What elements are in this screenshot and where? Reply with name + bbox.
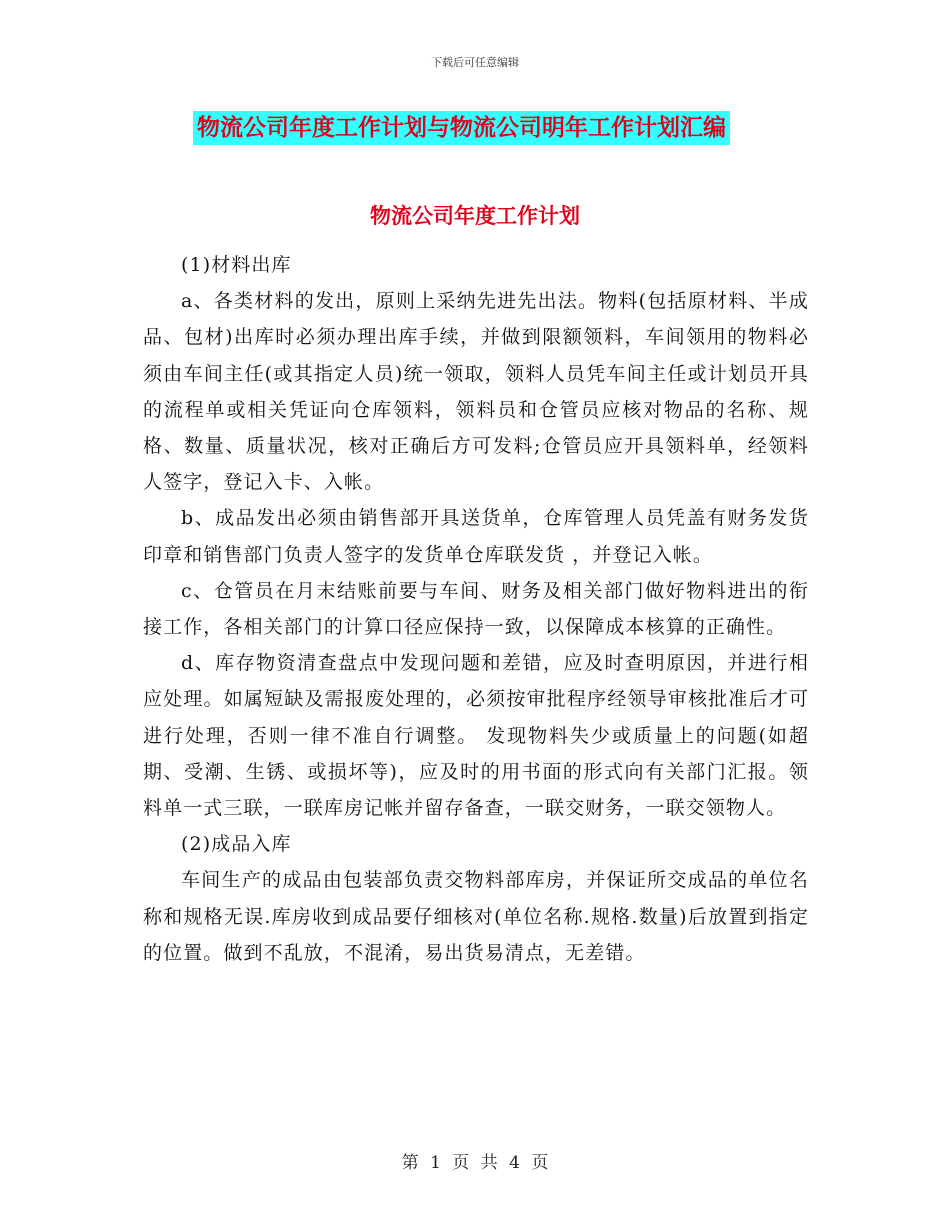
paragraph-a: a、各类材料的发出，原则上采纳先进先出法。物料(包括原材料、半成品、包材)出库时必须办理出库手续，并做到限额领料，车间领用的物料必须由车间主任(或其指定人员)统一领取，领料人员凭车间主任或计划员开具的流程单或相关凭证向仓库领料，领料员和仓管员应核对物品的名称、规格、数量、质量状况，核对正确后方可发料;仓管员应开具领料单，经领料人签字，登记入卡、入帐。: [143, 290, 809, 494]
paragraph-product-inbound: 车间生产的成品由包装部负责交物料部库房，并保证所交成品的单位名称和规格无误.库房收到成品要仔细核对(单位名称.规格.数量)后放置到指定的位置。做到不乱放，不混淆，易出货易清点，无差错。: [143, 869, 809, 964]
header-note: 下载后可任意编辑: [431, 56, 519, 69]
subheading-product-inbound: (2)成品入库: [181, 833, 292, 856]
document-main-title: 物流公司年度工作计划与物流公司明年工作计划汇编: [193, 111, 730, 145]
subheading-material-outbound: (1)材料出库: [181, 254, 292, 276]
paragraph-d: d、库存物资清查盘点中发现问题和差错，应及时查明原因，并进行相应处理。如属短缺及需报废处理的，必须按审批程序经领导审核批准后才可进行处理，否则一律不准自行调整。 发现物料失少或质量上的问题(如超期、受潮、生锈、或损坏等)，应及时的用书面的形式向有关部门汇报。领料单一式三联，一联库房记帐并留存备查，一联交财务，一联交领物人。: [143, 652, 809, 820]
document-body: [143, 247, 809, 971]
page-number-footer: 第 1 页 共 4 页: [401, 1153, 549, 1173]
paragraph-c: c、仓管员在月末结账前要与车间、财务及相关部门做好物料进出的衔接工作，各相关部门的计算口径应保持一致，以保障成本核算的正确性。: [143, 579, 809, 639]
paragraph-b: b、成品发出必须由销售部开具送货单，仓库管理人员凭盖有财务发货印章和销售部门负责人签字的发货单仓库联发货 ，并登记入帐。: [143, 507, 809, 566]
section-title: 物流公司年度工作计划: [370, 204, 580, 228]
